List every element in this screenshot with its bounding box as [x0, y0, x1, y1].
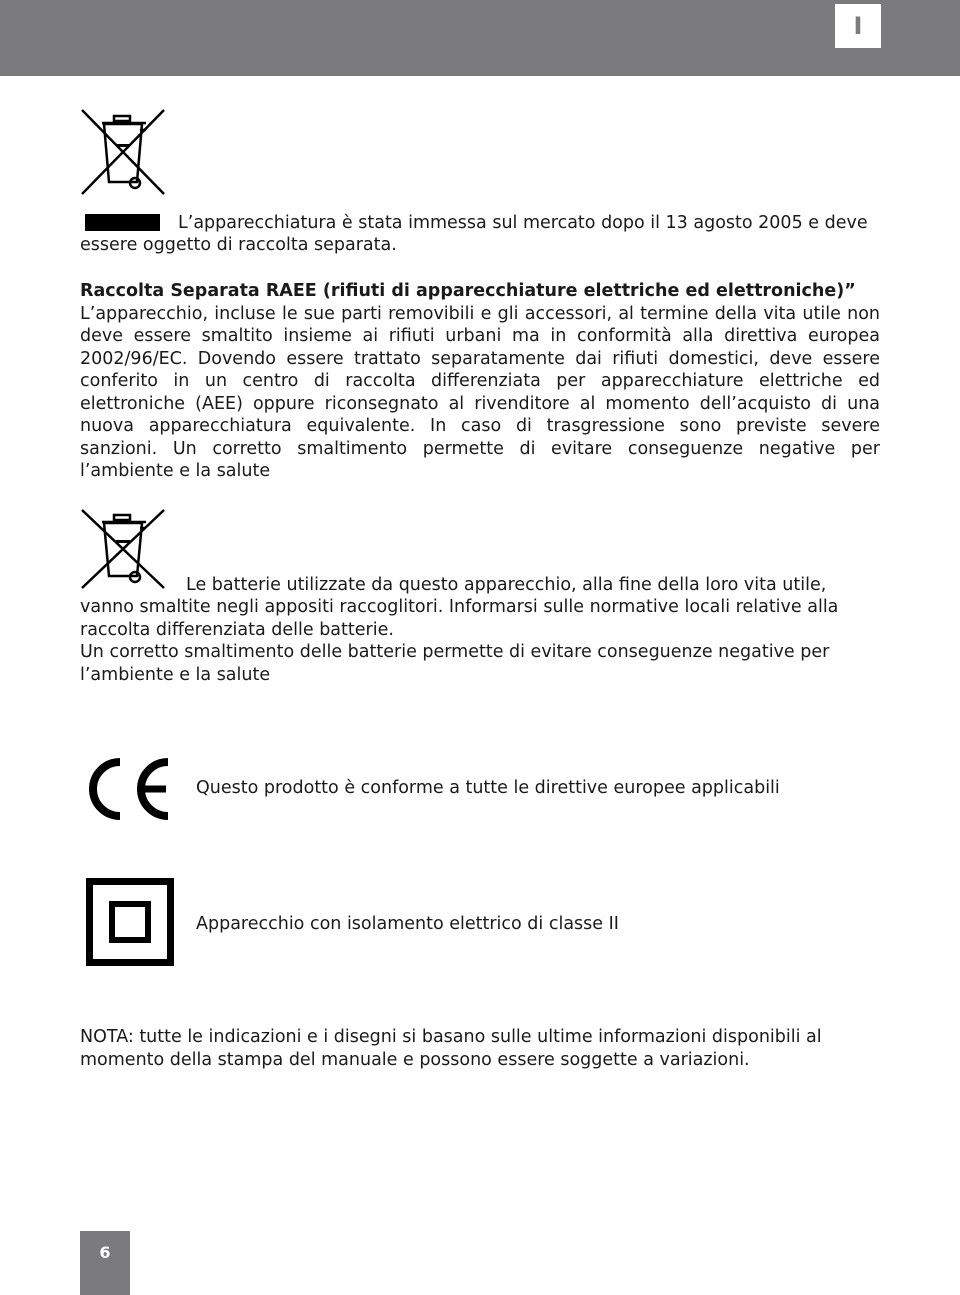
header-band	[0, 0, 960, 76]
manufacture-date-bar	[85, 214, 160, 231]
weee-notice-line2: essere oggetto di raccolta separata.	[80, 235, 397, 255]
language-marker: I	[835, 4, 881, 48]
ce-mark-icon	[80, 756, 172, 822]
crossed-bin-battery-icon	[80, 508, 166, 590]
class-ii-text: Apparecchio con isolamento elettrico di classe II	[196, 914, 619, 934]
nota-text: NOTA: tutte le indicazioni e i disegni si basano sulle ultime informazioni disponibili al momento della stampa del manuale e possono essere soggette a variazioni.	[80, 1027, 822, 1070]
raee-section	[80, 280, 880, 483]
class-ii-insulation-icon	[86, 878, 174, 966]
weee-notice-line1: L’apparecchiatura è stata immessa sul mercato dopo il 13 agosto 2005 e deve	[178, 213, 868, 233]
raee-body: L’apparecchio, incluse le sue parti removibili e gli accessori, al termine della vita utile non deve essere smaltito insieme ai rifiuti urbani ma in conformità alla direttiva europea 2002/96/EC. Dovendo essere trattato separatamente dai rifiuti domestici, deve essere conferito in un centro di raccolta differenziata per apparecchiature elettriche ed elettroniche (AEE) oppure riconsegnato al rivenditore al momento dell’acquisto di una nuova apparecchiatura equivalente. In caso di trasgressione sono previste severe sanzioni. Un corretto smaltimento permette di evitare conseguenze negative per l’ambiente e la salute	[80, 303, 880, 481]
battery-line1: Le batterie utilizzate da questo apparecchio, alla fine della loro vita utile,	[186, 575, 827, 595]
raee-heading: Raccolta Separata RAEE (rifiuti di apparecchiature elettriche ed elettroniche)”	[80, 281, 856, 301]
crossed-bin-icon	[80, 108, 166, 196]
ce-text: Questo prodotto è conforme a tutte le direttive europee applicabili	[196, 778, 780, 798]
page-number: 6	[80, 1231, 130, 1295]
battery-rest: vanno smaltite negli appositi raccoglitori. Informarsi sulle normative locali relative alla raccolta differenziata delle batterie.	[80, 597, 839, 640]
battery-last: Un corretto smaltimento delle batterie permette di evitare conseguenze negative per l’ambiente e la salute	[80, 642, 830, 685]
